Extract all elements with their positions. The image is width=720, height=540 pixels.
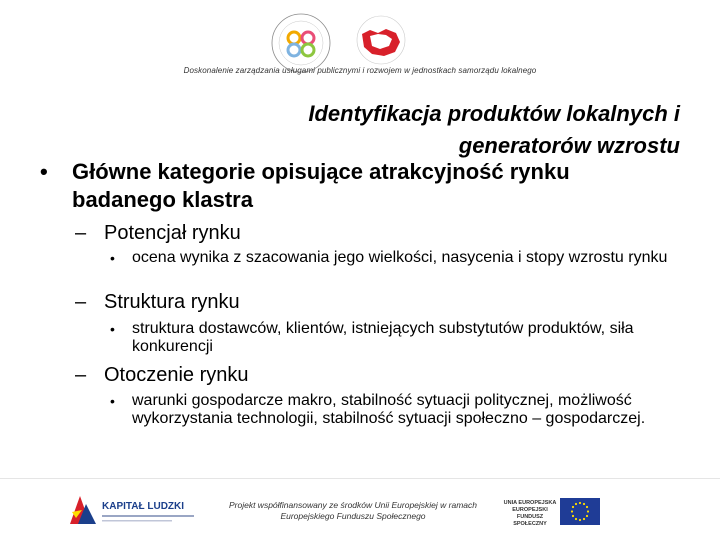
footer-program-text: Projekt współfinansowany ze środków Unii Europejskiej w ramach Europejskiego Funduszu Społecznego	[228, 500, 478, 521]
eu-label	[502, 500, 558, 528]
subitem-label: Struktura rynku	[104, 291, 240, 313]
eu-flag-icon	[560, 498, 600, 525]
subitem-label: Potencjał rynku	[104, 222, 241, 244]
dash-mark: –	[75, 364, 87, 386]
zwiazek-powiatow-polskich-logo	[348, 12, 414, 70]
subitem-label: Otoczenie rynku	[104, 364, 249, 386]
dash-mark: –	[75, 222, 87, 244]
main-bullet-text: Główne kategorie opisujące atrakcyjność rynku badanego klastra	[72, 159, 570, 212]
kapital-ludzki-logo	[68, 490, 198, 528]
detail-text: struktura dostawców, klientów, istniejących substytutów produktów, siła konkurencji	[132, 320, 634, 355]
eu-label-line: EUROPEJSKI	[512, 507, 548, 513]
dash-mark: –	[75, 291, 87, 313]
bullet-mark: •	[110, 250, 115, 266]
eu-label-line: UNIA EUROPEJSKA	[503, 500, 557, 506]
bullet-mark: •	[40, 159, 48, 184]
detail-text: warunki gospodarcze makro, stabilność sytuacji politycznej, możliwość wykorzystania technologii, stabilność sytuacji społeczno – gospodarczej.	[132, 392, 646, 427]
eu-label-line: FUNDUSZ SPOŁECZNY	[513, 514, 547, 527]
slide-title: Identyfikacja produktów lokalnych i generatorów wzrostu	[308, 101, 680, 158]
svg-text:KAPITAŁ LUDZKI: KAPITAŁ LUDZKI	[102, 501, 185, 512]
header-tagline: Doskonalenie zarządzania usługami publicznymi i rozwojem w jednostkach samorządu lokalnego	[183, 66, 537, 75]
footer-divider	[0, 478, 720, 479]
bullet-mark: •	[110, 321, 115, 337]
detail-text: ocena wynika z szacowania jego wielkości, nasycenia i stopy wzrostu rynku	[132, 249, 668, 266]
bullet-mark: •	[110, 393, 115, 409]
zwiazek-miast-polskich-logo	[270, 12, 332, 74]
